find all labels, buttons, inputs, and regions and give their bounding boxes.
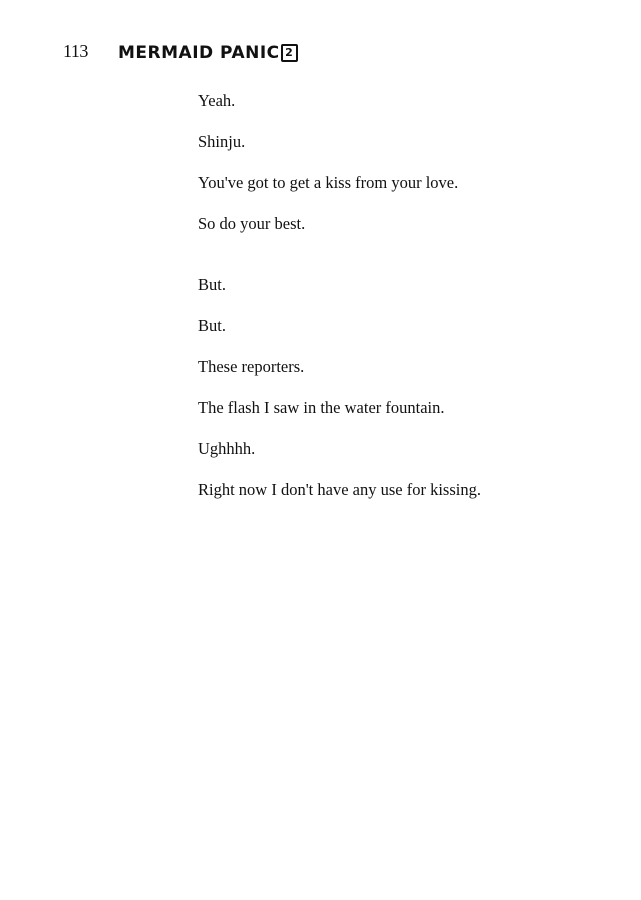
dialogue-line: These reporters.: [198, 357, 305, 376]
dialogue-line: You've got to get a kiss from your love.: [198, 173, 459, 192]
dialogue-line: Yeah.: [198, 91, 236, 110]
dialogue-line: But.: [198, 275, 226, 294]
dialogue-line: So do your best.: [198, 214, 306, 233]
page-number: 113: [63, 41, 88, 61]
dialogue-line: Right now I don't have any use for kissing.: [198, 480, 481, 499]
book-title-block: [118, 43, 298, 63]
volume-badge: 2: [281, 44, 298, 62]
dialogue-line: The flash I saw in the water fountain.: [198, 398, 445, 417]
dialogue-line: Ughhhh.: [198, 439, 256, 458]
book-title: MERMAID PANIC: [118, 43, 280, 63]
dialogue-line: But.: [198, 316, 226, 335]
dialogue-line: Shinju.: [198, 132, 246, 151]
dialogue-block: [198, 90, 618, 520]
